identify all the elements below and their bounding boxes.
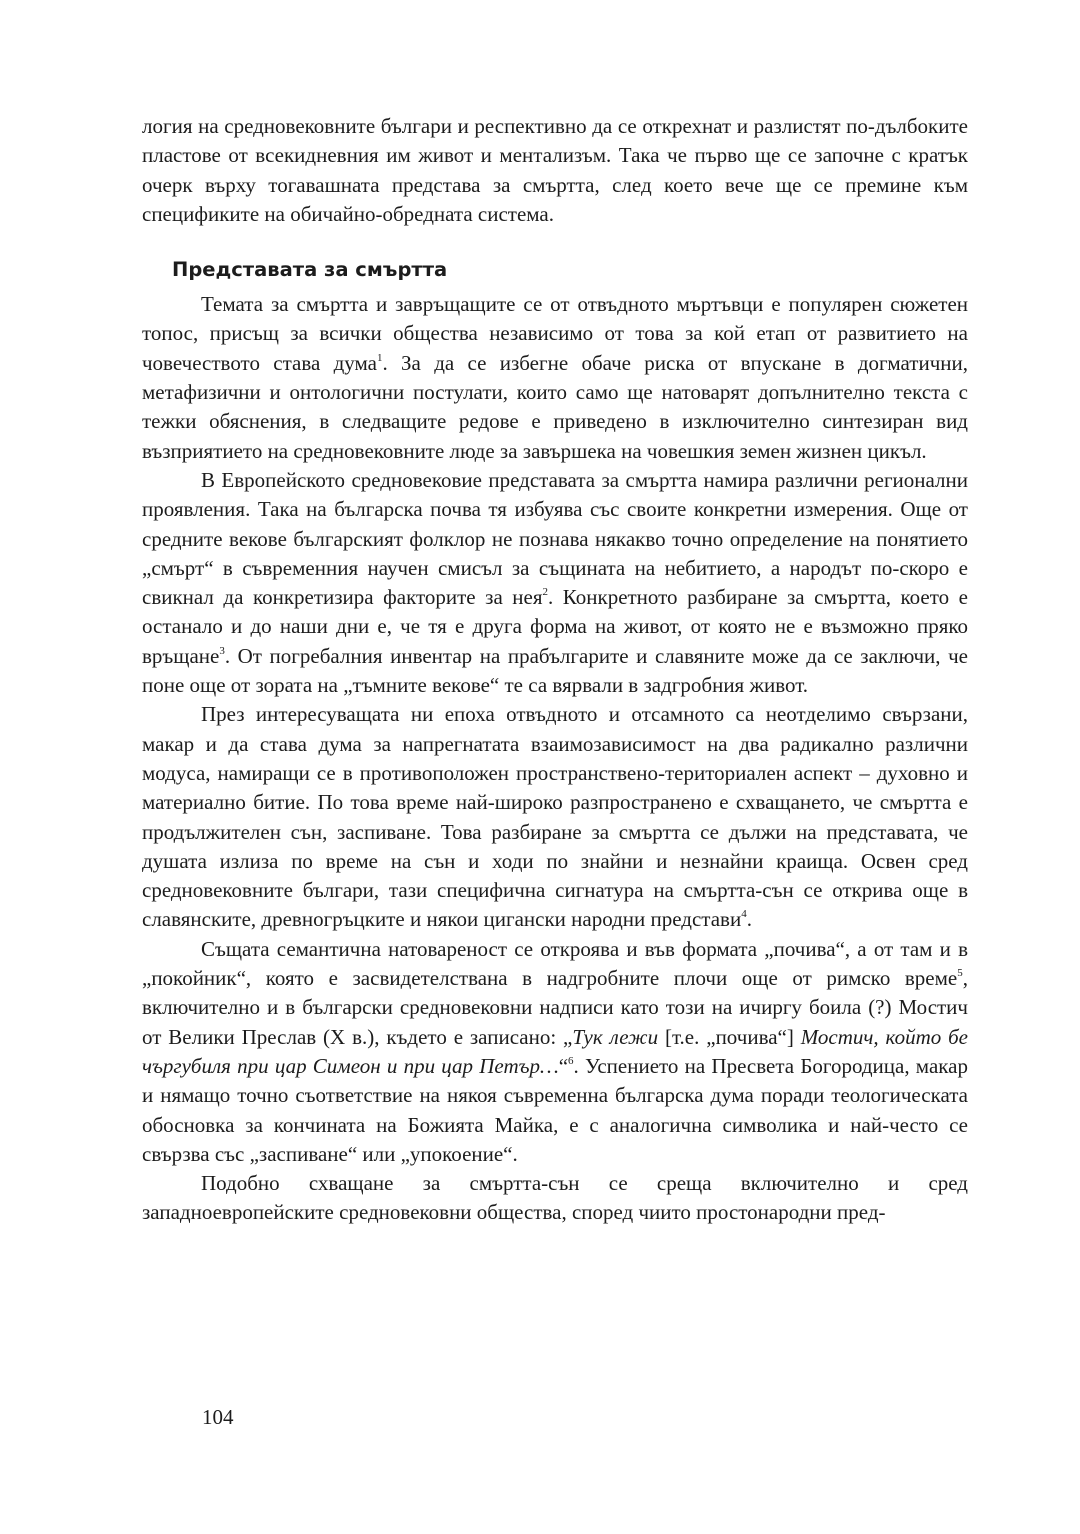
footnote-ref-1[interactable]: 1	[376, 351, 383, 364]
page-body	[142, 112, 968, 1228]
paragraph-medieval-view: В Европейското средновековие представата за смъртта намира различни регионални проявления. Така на българска почва тя избуява със своите конкретни измерения. Още от средните векове българският фолклор не познава някакво точно определение на понятието „смърт“ в съвременния научен смисъл за същината на небитието, а народът по-скоро е свикнал да конкретизира факторите за нея$^2$. Конкретното разбиране за смъртта, което е останало и до наши дни е, че тя е друга форма на живот, от която не е възможно пряко връщане$^3$. От погребалния инвентар на прабългарите и славяните може да се заключи, че поне още от зората на „тъмните векове“ те са вярвали в задгробния живот.	[142, 467, 968, 698]
inscription-quote-1: Тук лежи	[572, 1024, 659, 1049]
paragraph-semantic-load: Същата семантична натовареност се откроява и във формата „почива“, а от там и в „покойник“, която е засвидетелствана в надгробните плочи още от римско време$^5$, включително и в български средновековни надписи като този на ичиргу боила (?) Мостич от Велики Преслав (X в.), където е записано: „Тук лежи [т.е. „почива“] Мостич, който бе чъргубиля при цар Симеон и при цар Петър…“$^6$. Успението на Пресвета Богородица, макар и нямащо точно съответствие на някоя съвременна българска дума поради теологическата обосновка за кончината на Божията Майка, е с аналогична символика и най-често се свързва със „заспиване“ или „упокоение“.	[142, 936, 968, 1166]
footnote-ref-5[interactable]: 5	[957, 967, 963, 980]
paragraph-death-topos: Темата за смъртта и завръщащите се от отвъдното мъртъвци е популярен сюжетен топос, присъщ за всички общества независимо от това за кой етап от развитието на човечеството става дума$^1$. За да се избегне обаче риска от впускане в догматични, метафизични и онтологични постулати, които само ще натоварят допълнително текста с тежки обяснения, в следващите редове е приведено в изключително синтезиран вид възприятието на средновековните люде за завършека на човешкия земен жизнен цикъл.	[142, 292, 969, 463]
footnote-ref-3[interactable]: 3	[219, 644, 225, 657]
footnote-ref-6[interactable]: 6	[568, 1054, 574, 1067]
inscription-quote-2: Мостич, който бе чъргубиля при цар Симеон и при цар Петър…	[142, 1024, 968, 1078]
footnote-ref-2[interactable]: 2	[542, 586, 549, 599]
footnote-ref-4[interactable]: 4	[741, 908, 747, 921]
paragraph-death-as-sleep: През интересуващата ни епоха отвъдното и отсамното са неотделимо свързани, макар и да става дума за напрегнатата взаимозависимост на два радикално различни модуса, намиращи се в противоположен пространствено-териториален аспект – духовно и материално битие. По това време най-широко разпространено е схващането, че смъртта е продължителен сън, заспиване. Това разбиране за смъртта се дължи на представата, че душата излиза по време на сън и ходи по знайни и незнайни краища. Освен сред средновековните българи, тази специфична сигнатура на смъртта-сън се открива още в славянските, древногръцките и някои цигански народни представи$^4$.	[142, 702, 968, 932]
paragraph-western-europe: Подобно схващане за смъртта-сън се среща включително и сред западноевропейските средновековни общества, според чиито простонародни пред-	[142, 1171, 968, 1225]
page-number: 104	[202, 1405, 234, 1429]
intro-paragraph: логия на средновековните българи и респективно да се открехнат и разлистят по-дълбоките пластове от всекидневния им живот и ментализъм. Така че първо ще се започне с кратък очерк върху тогавашната представа за смъртта, след което вече ще се премине към спецификите на обичайно-обредната система.	[142, 114, 968, 226]
section-heading: Представата за смъртта	[172, 258, 448, 282]
